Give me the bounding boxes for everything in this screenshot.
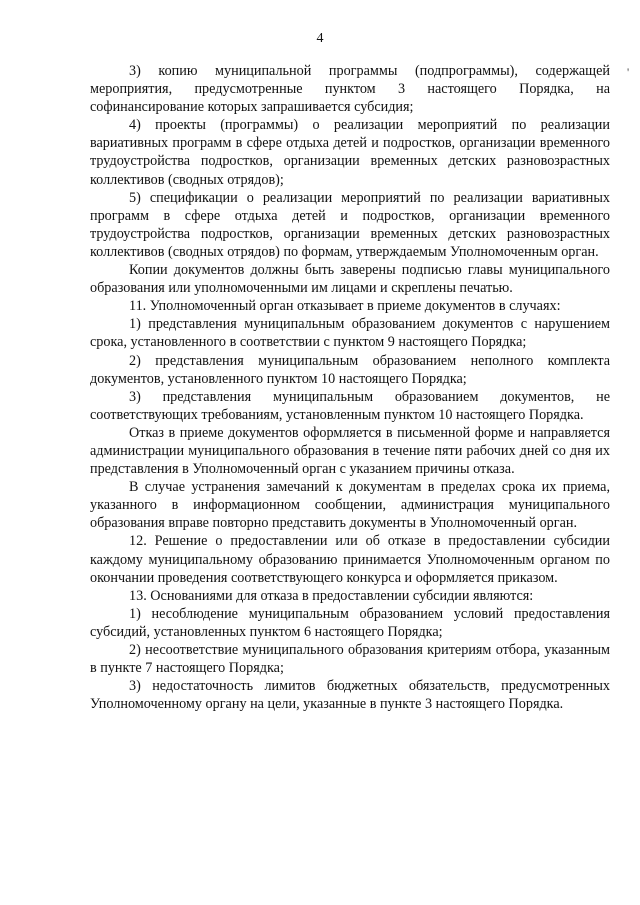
- paragraph-13-item-2: 2) несоответствие муниципального образования критериям отбора, указанным в пункте 7 настоящего Порядка;: [90, 642, 610, 677]
- document-body: [90, 62, 610, 713]
- page-number: 4: [316, 31, 324, 46]
- paragraph-13-item-3: 3) недостаточность лимитов бюджетных обязательств, предусмотренных Уполномоченному органу на цели, указанные в пункте 3 настоящего Порядка.: [90, 678, 610, 713]
- paragraph-11-item-1: 1) представления муниципальным образованием документов с нарушением срока, установленного в соответствии с пунктом 9 настоящего Порядка;: [90, 316, 610, 351]
- paragraph-item-3-program-copy: 3) копию муниципальной программы (подпрограммы), содержащей мероприятия, предусмотренные пунктом 3 настоящего Порядка, на софинансирование которых запрашивается субсидия;: [90, 63, 610, 116]
- paragraph-resubmission: В случае устранения замечаний к документам в пределах срока их приема, указанного в информационном сообщении, администрация муниципального образования вправе повторно представить документы в Уполномоченный орган.: [90, 479, 610, 532]
- paragraph-item-5-specifications: 5) спецификации о реализации мероприятий по реализации вариативных программ в сфере отдыха детей и подростков, организации временного трудоустройства подростков, организации временных детских разновозрастных коллективов (сводных отрядов) по формам, утверждаемым Уполномоченным орган.: [90, 189, 610, 260]
- paragraph-item-4-projects: 4) проекты (программы) о реализации мероприятий по реализации вариативных программ в сфере отдыха детей и подростков, организации временного трудоустройства подростков, организации временных детских разновозрастных коллективов (сводных отрядов);: [90, 117, 610, 188]
- paragraph-section-12: 12. Решение о предоставлении или об отказе в предоставлении субсидии каждому муниципальному образованию принимается Уполномоченным органом по окончании проведения соответствующего конкурса и оформляется приказом.: [90, 533, 610, 586]
- paragraph-section-13-heading: 13. Основаниями для отказа в предоставлении субсидии являются:: [129, 587, 534, 604]
- paragraph-13-item-1: 1) несоблюдение муниципальным образованием условий предоставления субсидий, установленных пунктом 6 настоящего Порядка;: [90, 605, 610, 640]
- paragraph-refusal-notice: Отказ в приеме документов оформляется в письменной форме и направляется администрации муниципального образования в течение пяти рабочих дней со дня их представления в Уполномоченный орган с указанием причины отказа.: [90, 424, 610, 478]
- paragraph-section-11-heading: 11. Уполномоченный орган отказывает в приеме документов в случаях:: [129, 298, 561, 315]
- paragraph-copies-certified: Копии документов должны быть заверены подписью главы муниципального образования или уполномоченными им лицами и скреплены печатью.: [90, 262, 610, 297]
- margin-mark: ': [627, 65, 630, 79]
- paragraph-11-item-2: 2) представления муниципальным образованием неполного комплекта документов, установленного пунктом 10 настоящего Порядка;: [90, 352, 610, 387]
- paragraph-11-item-3: 3) представления муниципальным образованием документов, не соответствующих требованиям, установленным пунктом 10 настоящего Порядка.: [90, 388, 610, 423]
